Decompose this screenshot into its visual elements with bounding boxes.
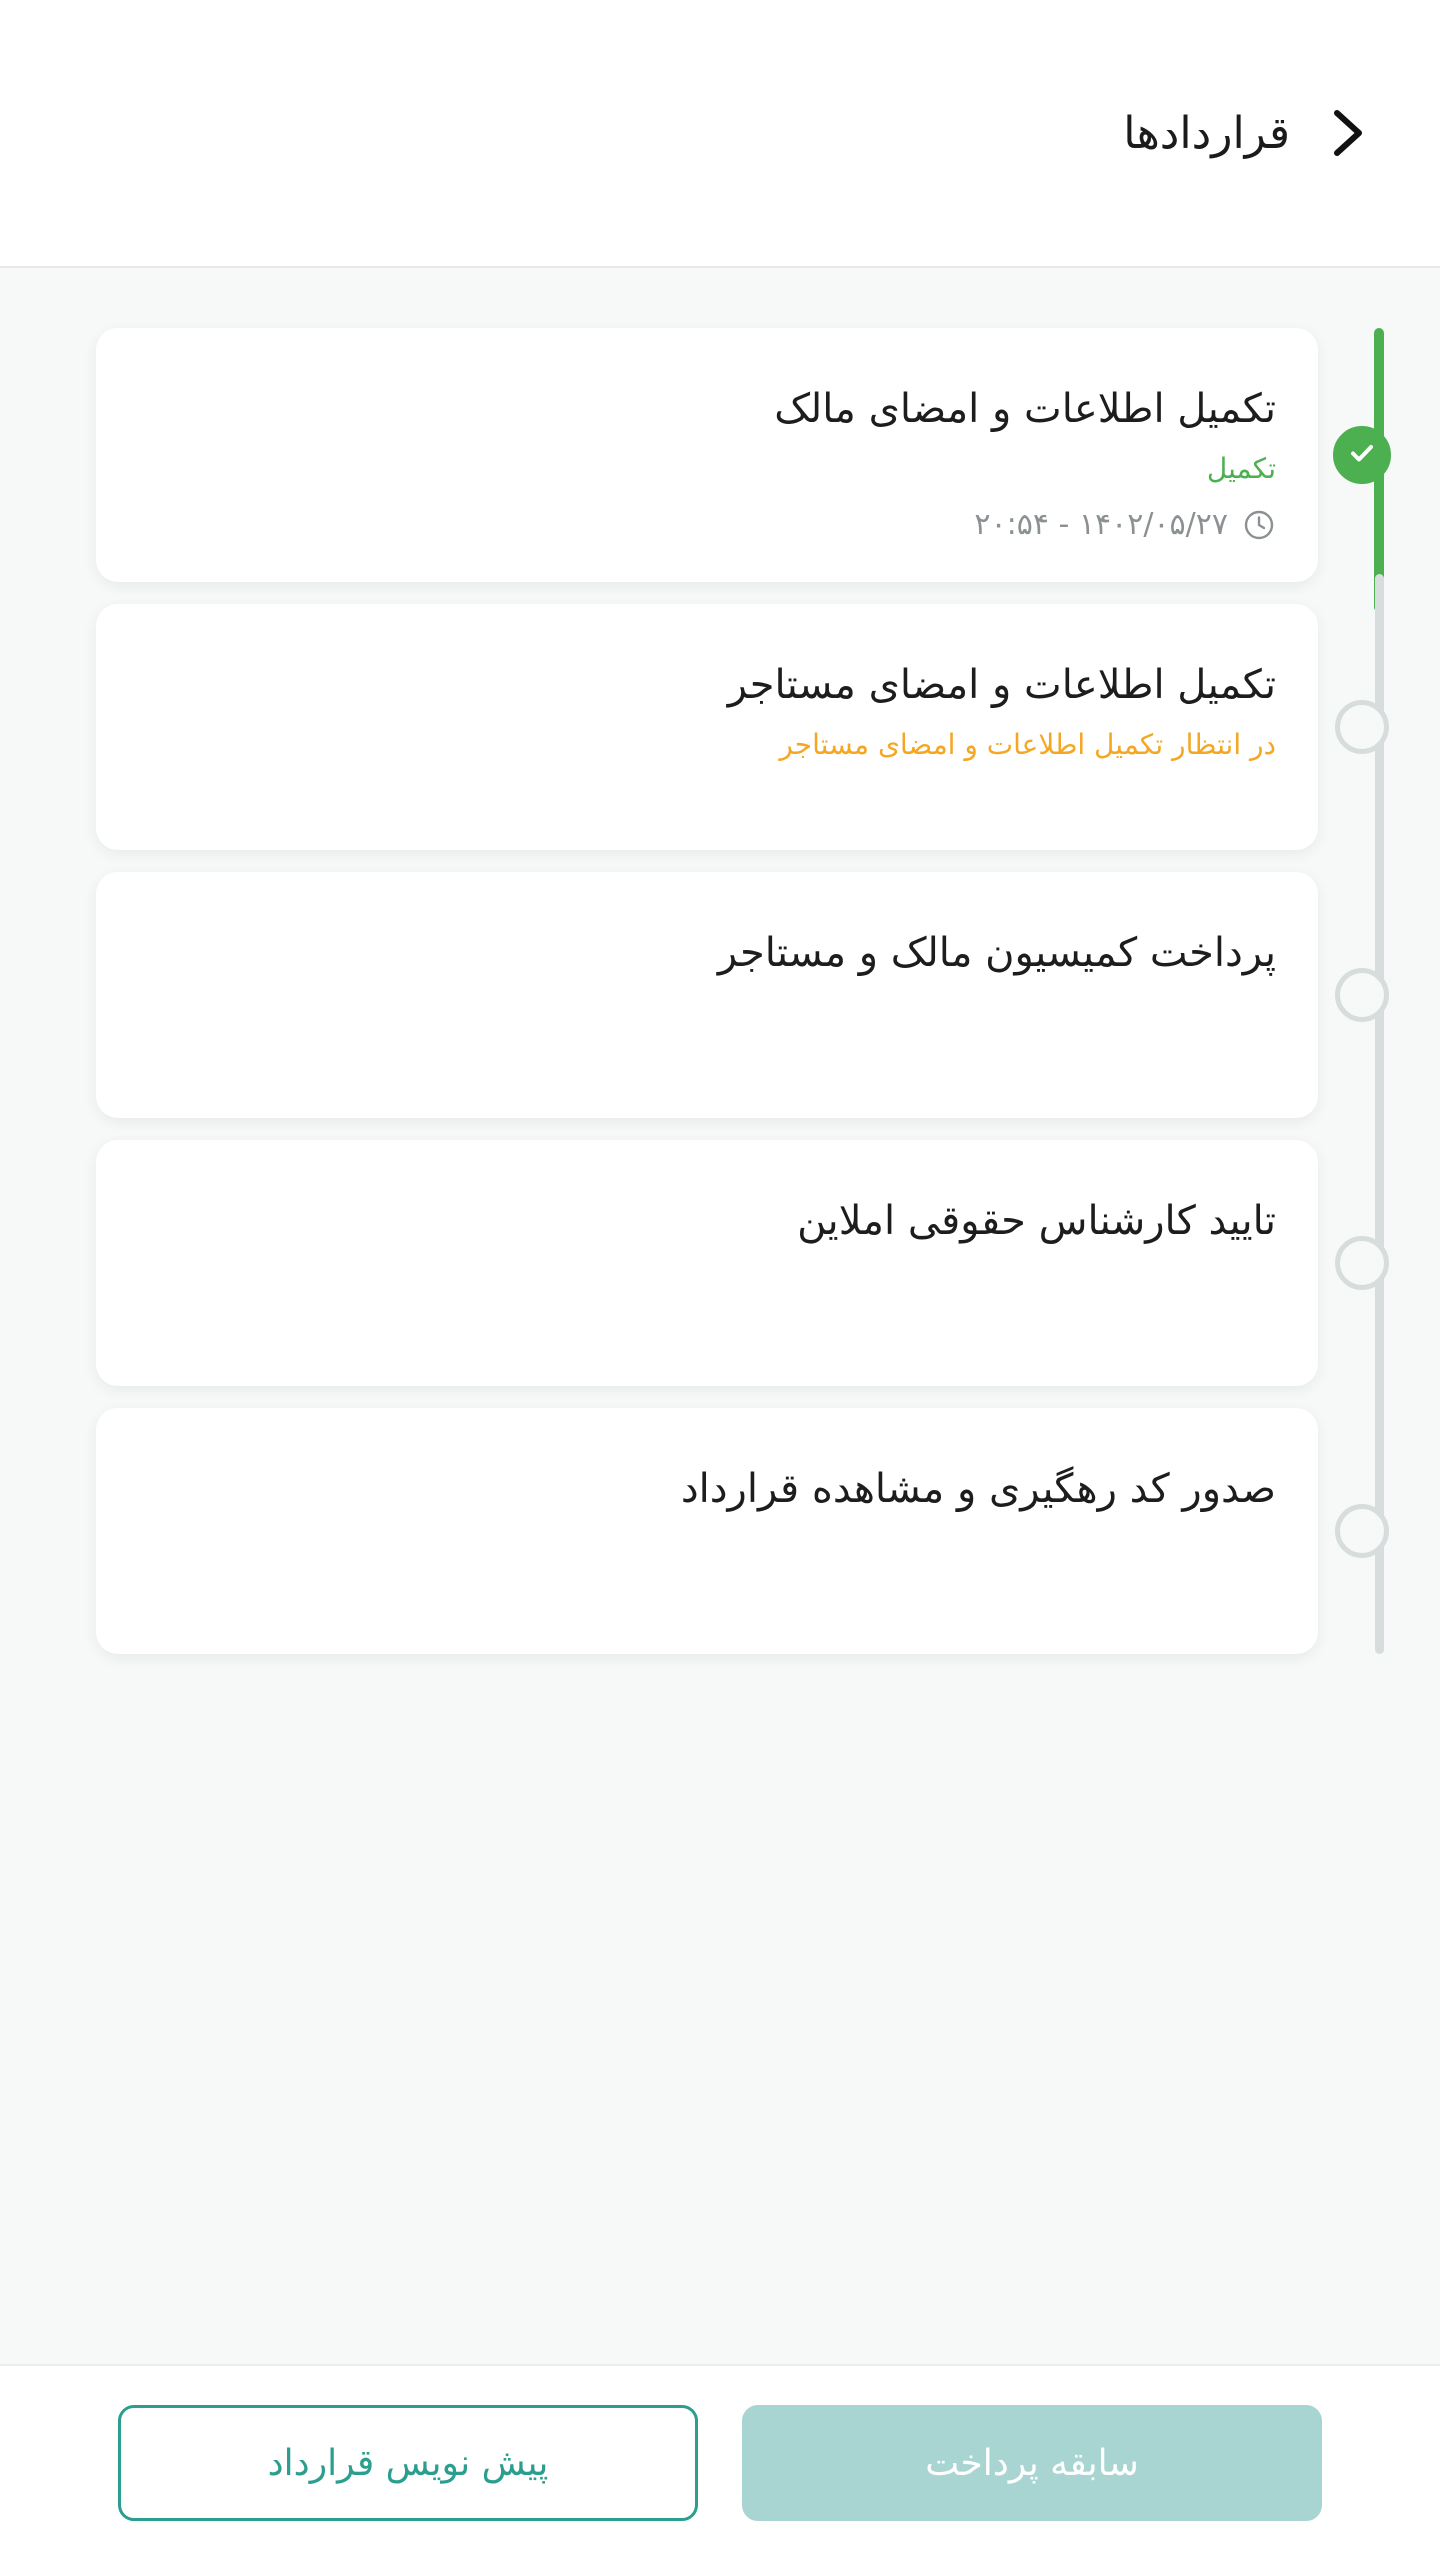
contract-steps-scroll[interactable] <box>0 268 1440 2364</box>
timeline-rail <box>1318 328 1440 582</box>
timeline-node-completed <box>1333 426 1391 484</box>
timeline-node <box>1335 1236 1389 1290</box>
clock-icon <box>1242 508 1276 542</box>
timeline-rail <box>1318 872 1440 1118</box>
contract-timeline <box>0 268 1440 1654</box>
step-card[interactable] <box>96 328 1318 582</box>
payment-history-button[interactable]: سابقه پرداخت <box>742 2405 1322 2521</box>
app-header <box>0 0 1440 268</box>
check-icon <box>1347 438 1377 472</box>
step-timestamp: ۱۴۰۲/۰۵/۲۷ - ۲۰:۵۴ <box>974 507 1228 542</box>
timeline-node <box>1335 968 1389 1022</box>
step-timestamp-row <box>138 507 1276 542</box>
timeline-step[interactable] <box>0 1408 1440 1654</box>
bottom-action-bar <box>0 2364 1440 2560</box>
timeline-node <box>1335 700 1389 754</box>
contract-draft-button[interactable]: پیش نویس قرارداد <box>118 2405 698 2521</box>
step-status: تکمیل <box>1206 452 1276 485</box>
step-title: تکمیل اطلاعات و امضای مستاجر <box>727 662 1276 708</box>
step-card[interactable] <box>96 872 1318 1118</box>
chevron-back-icon[interactable] <box>1310 98 1380 168</box>
step-title: صدور کد رهگیری و مشاهده قرارداد <box>680 1466 1276 1512</box>
step-card[interactable] <box>96 1140 1318 1386</box>
timeline-step[interactable] <box>0 1140 1440 1386</box>
timeline-rail <box>1318 604 1440 850</box>
step-card[interactable] <box>96 604 1318 850</box>
timeline-step[interactable] <box>0 872 1440 1118</box>
step-title: تکمیل اطلاعات و امضای مالک <box>774 386 1276 432</box>
step-card[interactable] <box>96 1408 1318 1654</box>
timeline-step[interactable] <box>0 328 1440 582</box>
timeline-node <box>1335 1504 1389 1558</box>
step-title: پرداخت کمیسیون مالک و مستاجر <box>717 930 1276 976</box>
timeline-rail <box>1318 1408 1440 1654</box>
page-title: قراردادها <box>1123 107 1290 159</box>
timeline-rail <box>1318 1140 1440 1386</box>
timeline-step[interactable] <box>0 604 1440 850</box>
step-status: در انتظار تکمیل اطلاعات و امضای مستاجر <box>779 728 1276 761</box>
step-title: تایید کارشناس حقوقی املاین <box>797 1198 1276 1244</box>
